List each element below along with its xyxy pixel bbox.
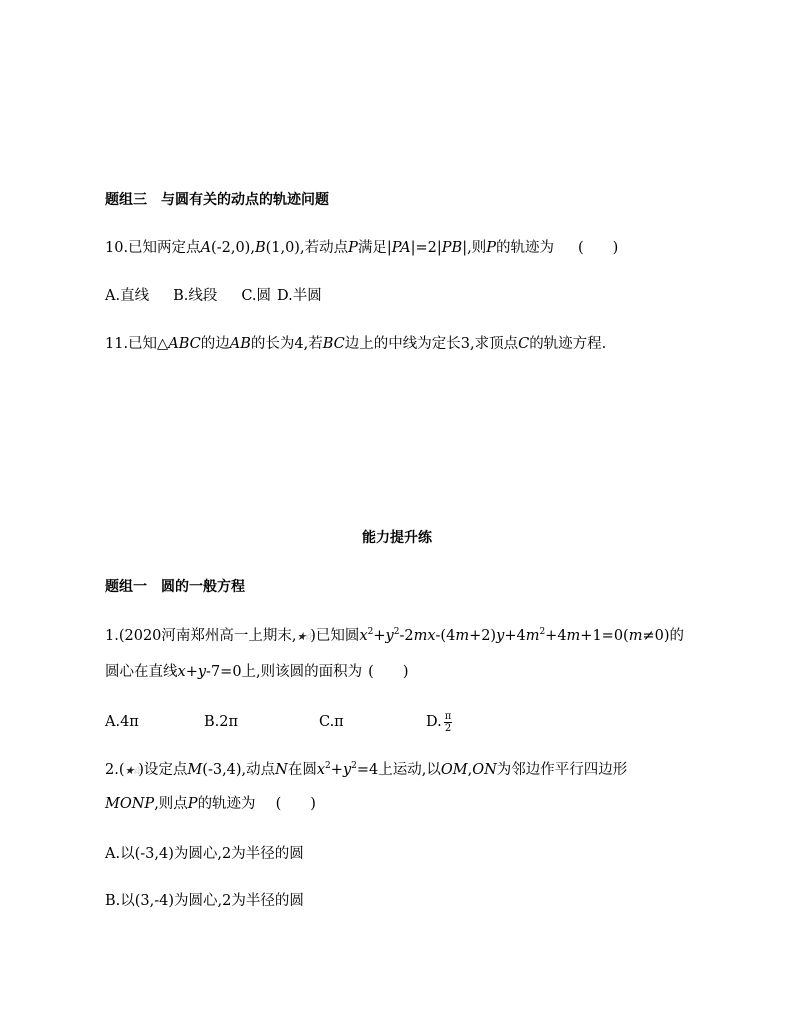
q2-x: x <box>316 762 326 778</box>
question-2-line2 <box>105 794 316 814</box>
q11-prefix: 11.已知△ <box>105 336 169 352</box>
q2-option-a: A.以(-3,4)为圆心,2为半径的圆 <box>105 846 304 862</box>
q10-pa: PA <box>391 240 411 256</box>
q11-t2: 的长为4,若 <box>250 336 323 352</box>
q2-m: M <box>187 762 203 778</box>
q2-n: N <box>275 762 288 778</box>
q1-x: x <box>359 628 368 644</box>
q10-options <box>105 286 322 306</box>
q1-x2: x <box>177 664 186 680</box>
q11-t1: 的边 <box>200 336 230 352</box>
q1-t6: +4 <box>545 628 567 644</box>
q1-option-d-denominator: 2 <box>444 722 452 734</box>
q11-abc: ABC <box>168 336 201 352</box>
q10-option-d: D.半圆 <box>277 288 322 304</box>
q1-mx: mx <box>413 628 436 644</box>
q1-t3: -(4 <box>435 628 456 644</box>
q2-answer-paren: ( ) <box>275 796 316 812</box>
section-title-group1: 题组一 圆的一般方程 <box>105 579 245 595</box>
q10-b-coord: (1,0),若动点 <box>265 240 349 256</box>
q2-t9: 的轨迹为 <box>197 796 256 812</box>
q1-y2: y <box>496 628 505 644</box>
q10-cond2: |=2| <box>410 240 442 256</box>
q1-option-d-label: D. <box>426 714 442 730</box>
q1-answer-paren: ( ) <box>368 664 409 680</box>
q1-m1: m <box>455 628 470 644</box>
q1-option-a: A.4π <box>105 714 139 730</box>
q2-t7: 为邻边作平行四边形 <box>496 762 628 778</box>
q2-on: ON <box>472 762 497 778</box>
q11-t4: 的轨迹方程. <box>529 336 607 352</box>
q2-p: P <box>187 796 198 812</box>
section-title-ability: 能力提升练 <box>362 530 432 546</box>
q1-y3: y <box>197 664 207 680</box>
q1-plus1: + <box>373 628 386 644</box>
q10-option-a: A.直线 <box>105 288 150 304</box>
q1-option-d <box>426 704 452 740</box>
q2-prefix: 2.( <box>105 762 125 778</box>
q10-answer-paren: ( ) <box>577 240 619 256</box>
q10-point-a: A <box>200 240 212 256</box>
q2-t5: =4上运动,以 <box>356 762 441 778</box>
difficulty-stars-icon: ★☆ <box>296 630 311 643</box>
q2-t4: + <box>330 762 343 778</box>
q10-prefix: 10.已知两定点 <box>105 240 201 256</box>
q1-prefix: 1.(2020河南郑州高一上期末, <box>105 628 297 644</box>
section-title-group3: 题组三 与圆有关的动点的轨迹问题 <box>105 192 329 208</box>
q10-cond1: 满足| <box>357 240 392 256</box>
q2-t1: )设定点 <box>138 762 188 778</box>
q1-line2a: 圆心在直线 <box>105 664 178 680</box>
q10-suffix: 的轨迹为 <box>495 240 554 256</box>
difficulty-stars-icon: ★☆ <box>124 764 139 777</box>
q1-line2b: -7=0上,则该圆的面积为 <box>206 664 363 680</box>
q10-option-c: C.圆 <box>241 288 272 304</box>
q10-a-coord: (-2,0), <box>211 240 255 256</box>
q1-plus2: + <box>185 664 198 680</box>
q1-t7: +1=0( <box>580 628 629 644</box>
q10-pb: PB <box>441 240 463 256</box>
q2-t2: (-3,4),动点 <box>202 762 276 778</box>
q1-t8: ≠0)的 <box>642 628 685 644</box>
q1-y: y <box>385 628 394 644</box>
q1-option-c: C.π <box>319 714 344 730</box>
q2-t8: ,则点 <box>154 796 188 812</box>
q10-cond3: |,则 <box>462 240 487 256</box>
q10-option-b: B.线段 <box>173 288 218 304</box>
q11-ab: AB <box>229 336 251 352</box>
q10-point-p2: P <box>486 240 496 256</box>
q1-m2: m <box>525 628 540 644</box>
question-1-line2 <box>105 662 408 682</box>
q1-option-b: B.2π <box>204 714 239 730</box>
question-10 <box>105 238 618 258</box>
q11-t3: 边上的中线为定长3,求顶点 <box>344 336 519 352</box>
q10-point-p: P <box>348 240 358 256</box>
q1-t2: -2 <box>399 628 414 644</box>
q11-c: C <box>518 336 530 352</box>
q2-y: y <box>342 762 352 778</box>
q2-option-b: B.以(3,-4)为圆心,2为半径的圆 <box>105 893 304 909</box>
question-11 <box>105 334 606 354</box>
q1-t1: )已知圆 <box>310 628 360 644</box>
q1-option-d-fraction <box>444 711 453 734</box>
question-1-line1: 1.(2020河南郑州高一上期末,★☆)已知圆$x^2+y^2-2mx-(4m+2)y+4m^2+4m+1=0(m\ne 0)$的 <box>105 626 684 647</box>
q2-t6: , <box>467 762 473 778</box>
q10-point-b: B <box>254 240 266 256</box>
q1-t5: +4 <box>504 628 526 644</box>
q1-option-d-numerator: π <box>444 710 452 722</box>
q1-m3: m <box>566 628 581 644</box>
q1-t4: +2) <box>469 628 497 644</box>
q2-t3: 在圆 <box>287 762 317 778</box>
q2-monp: MONP <box>105 796 155 812</box>
question-2-line1: 2.(★☆)设定点M(-3,4),动点N在圆$x^2+y^2=4$上运动,以OM,ON为邻边作平行四边形 <box>105 760 627 781</box>
q2-om: OM <box>440 762 468 778</box>
q11-bc: BC <box>322 336 345 352</box>
q1-m4: m <box>628 628 643 644</box>
